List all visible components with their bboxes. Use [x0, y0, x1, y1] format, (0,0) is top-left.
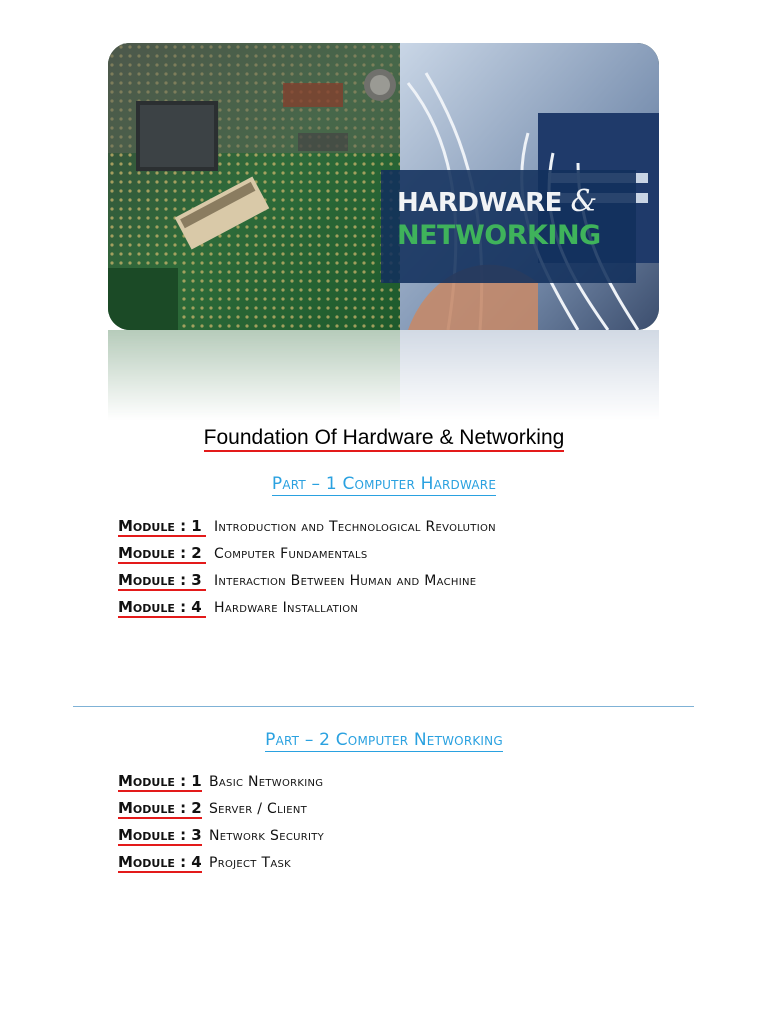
module-title: Interaction Between Human and Machine — [214, 573, 477, 589]
part-2-heading: Part – 2 Computer Networking — [265, 730, 503, 750]
banner-ampersand: & — [570, 184, 597, 219]
list-item — [118, 854, 324, 881]
module-label: Module : 3 — [118, 826, 202, 844]
module-label: Module : 1 — [118, 518, 206, 537]
list-item — [118, 545, 496, 572]
module-title: Basic Networking — [209, 774, 324, 790]
banner-title-box — [381, 170, 636, 283]
banner-title-hardware: HARDWARE & — [397, 184, 597, 219]
list-item — [118, 518, 496, 545]
hardware-networking-banner — [108, 43, 659, 330]
list-item — [118, 572, 496, 599]
list-item — [118, 773, 324, 800]
module-title: Introduction and Technological Revolution — [214, 519, 496, 535]
part-1-heading: Part – 1 Computer Hardware — [271, 474, 497, 494]
banner-title-networking: NETWORKING — [397, 220, 601, 251]
module-title: Network Security — [209, 828, 325, 844]
module-label: Module : 4 — [118, 599, 206, 618]
module-title: Server / Client — [209, 801, 308, 817]
list-item — [118, 827, 324, 854]
module-label: Module : 1 — [118, 772, 202, 790]
module-title: Computer Fundamentals — [214, 546, 368, 562]
module-label: Module : 2 — [118, 545, 206, 564]
part-2-module-list — [118, 773, 324, 881]
module-title: Hardware Installation — [214, 600, 359, 616]
module-title: Project Task — [209, 855, 291, 871]
module-label: Module : 2 — [118, 799, 202, 817]
part-1-module-list — [118, 518, 496, 626]
module-label: Module : 3 — [118, 572, 206, 591]
document-title: Foundation Of Hardware & Networking — [0, 426, 768, 450]
list-item — [118, 599, 496, 626]
list-item — [118, 800, 324, 827]
module-label: Module : 4 — [118, 853, 202, 871]
section-divider — [73, 706, 694, 707]
banner-reflection — [108, 330, 659, 420]
